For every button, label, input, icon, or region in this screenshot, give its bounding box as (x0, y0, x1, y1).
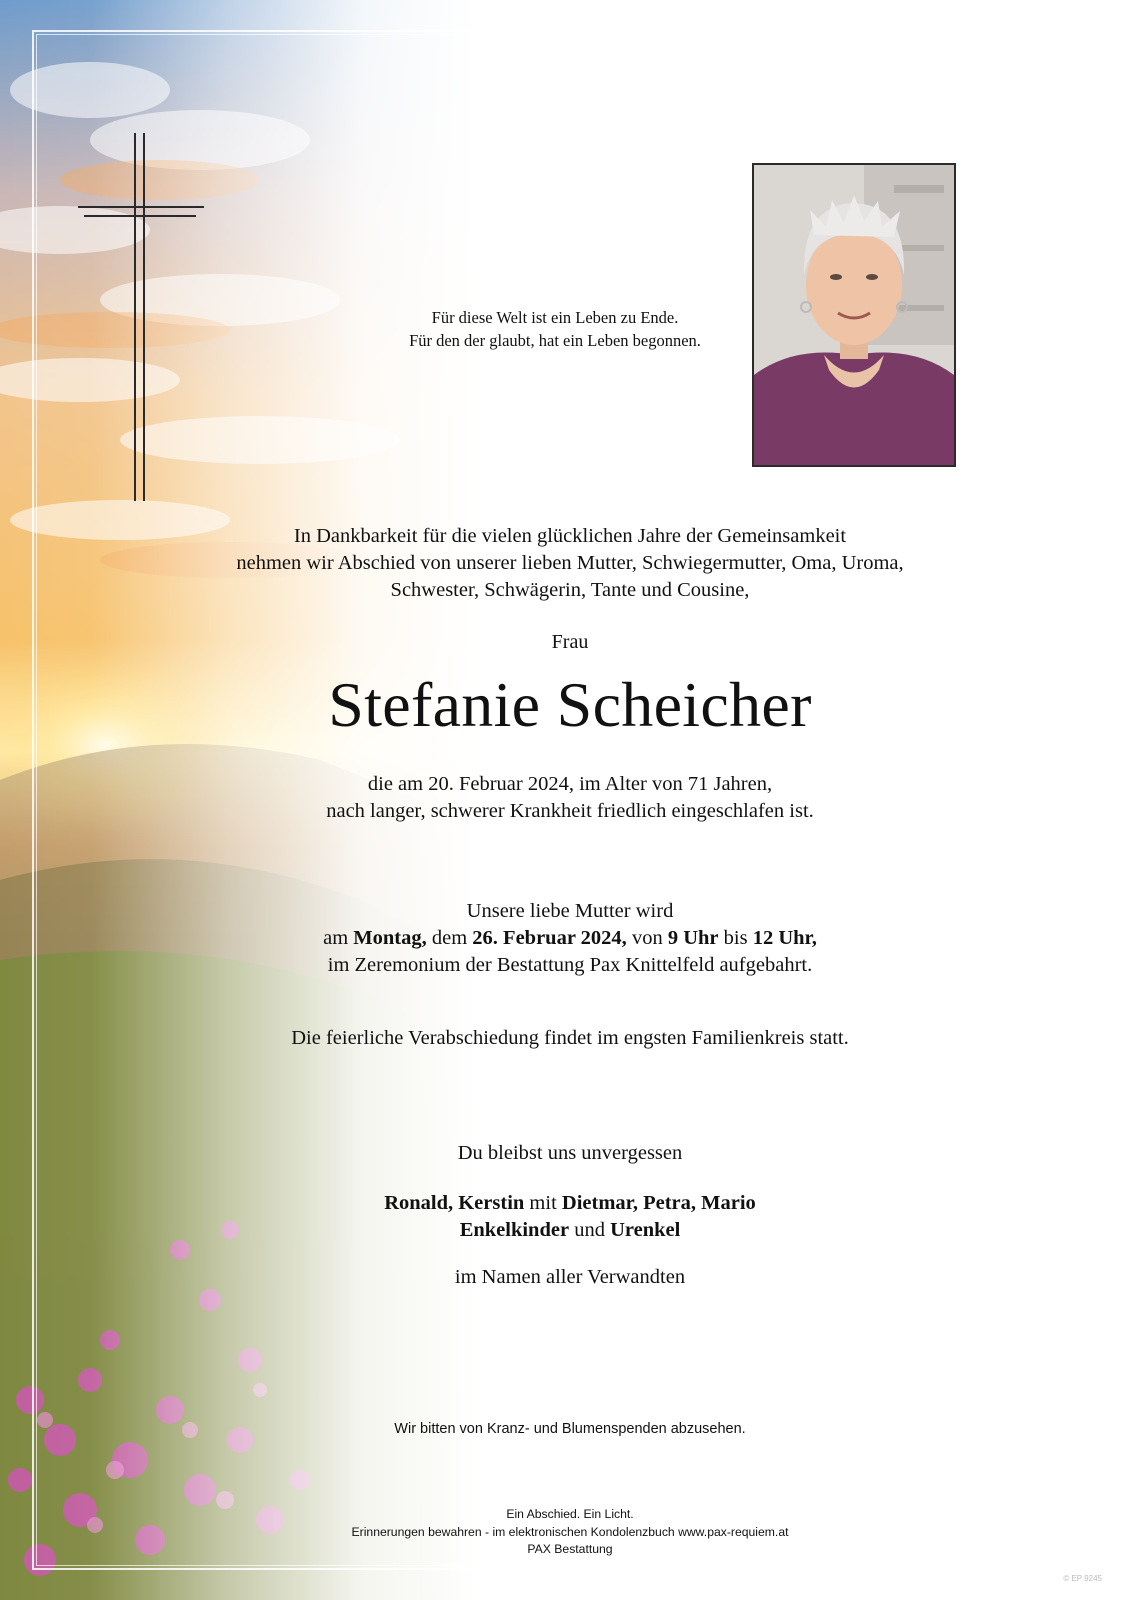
wake-notice (40, 898, 1100, 979)
wake-line-2: am Montag, dem 26. Februar 2024, von 9 Uhr bis 12 Uhr, (323, 927, 817, 949)
donation-request: Wir bitten von Kranz- und Blumenspenden abzusehen. (394, 1421, 746, 1437)
relatives-line: im Namen aller Verwandten (454, 1266, 686, 1288)
wake-date: 26. Februar 2024, (472, 927, 627, 949)
intro-line-1: In Dankbarkeit für die vielen glücklichen Jahre der Gemeinsamkeit (293, 525, 847, 547)
footer (40, 1506, 1100, 1559)
salutation: Frau (551, 631, 589, 653)
intro-line-2: nehmen wir Abschied von unserer lieben Mutter, Schwiegermutter, Oma, Uroma, (236, 552, 904, 574)
deceased-name: Stefanie Scheicher (328, 669, 812, 740)
wake-line-1: Unsere liebe Mutter wird (466, 900, 674, 922)
family-signature (40, 1190, 1100, 1244)
wake-end: 12 Uhr, (752, 927, 817, 949)
motto-line-1: Für diese Welt ist ein Leben zu Ende. (431, 308, 679, 327)
unforgotten-line: Du bleibst uns unvergessen (457, 1142, 683, 1164)
wake-start: 9 Uhr (667, 927, 719, 949)
family-line-1: Ronald, Kerstin mit Dietmar, Petra, Mario (384, 1192, 756, 1214)
portrait-image (754, 165, 954, 465)
ceremony-notice: Die feierliche Verabschiedung findet im engsten Familienkreis statt. (291, 1027, 849, 1049)
wake-line-3: im Zeremonium der Bestattung Pax Knittelfeld aufgebahrt. (327, 954, 813, 976)
intro-line-3: Schwester, Schwägerin, Tante und Cousine, (390, 579, 750, 601)
death-line-2: nach langer, schwerer Krankheit friedlich eingeschlafen ist. (326, 800, 814, 822)
motto (360, 306, 750, 352)
family-line-2: Enkelkinder und Urenkel (459, 1219, 681, 1241)
motto-line-2: Für den der glaubt, hat ein Leben begonnen. (409, 331, 701, 350)
intro-text (40, 523, 1100, 604)
footer-line-2: Erinnerungen bewahren - im elektronischen Kondolenzbuch www.pax-requiem.at (351, 1524, 789, 1539)
portrait-photo (752, 163, 956, 467)
print-code: © EP 9245 (1063, 1574, 1102, 1583)
footer-line-1: Ein Abschied. Ein Licht. (506, 1507, 634, 1521)
wake-day: Montag, (353, 927, 427, 949)
footer-line-3: PAX Bestattung (527, 1542, 613, 1556)
death-line-1: die am 20. Februar 2024, im Alter von 71 Jahren, (367, 773, 773, 795)
death-notice (40, 771, 1100, 825)
